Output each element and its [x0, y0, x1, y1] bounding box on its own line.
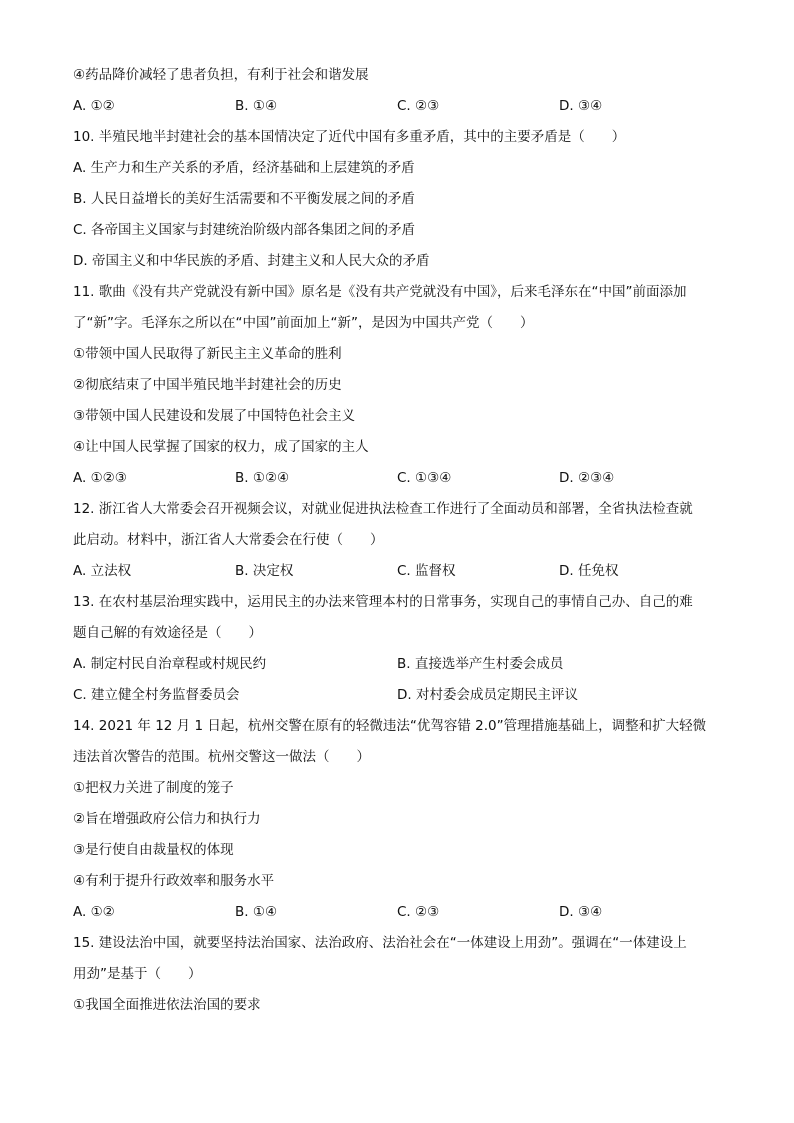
q13-stem-line-1: 13. 在农村基层治理实践中，运用民主的办法来管理本村的日常事务，实现自己的事情自己办、自己的难: [73, 594, 693, 610]
q13-option-b[interactable]: B. 直接选举产生村委会成员: [397, 656, 564, 672]
exam-page: [73, 60, 733, 1021]
q10-option-a[interactable]: A. 生产力和生产关系的矛盾，经济基础和上层建筑的矛盾: [73, 160, 415, 176]
q11-option-a[interactable]: A. ①②③: [73, 470, 127, 486]
q10-stem: 10. 半殖民地半封建社会的基本国情决定了近代中国有多重矛盾，其中的主要矛盾是（ ）: [73, 129, 626, 145]
q11-item-4: ④让中国人民掌握了国家的权力，成了国家的主人: [73, 439, 369, 455]
q9-item-4: ④药品降价减轻了患者负担，有利于社会和谐发展: [73, 67, 369, 83]
q12-options: [73, 556, 733, 587]
q12-option-b[interactable]: B. 决定权: [235, 563, 294, 579]
q10-option-c[interactable]: C. 各帝国主义国家与封建统治阶级内部各集团之间的矛盾: [73, 222, 416, 238]
q15-stem-line-1: 15. 建设法治中国，就要坚持法治国家、法治政府、法治社会在“一体建设上用劲”。强调在“一体建设上: [73, 935, 687, 951]
q12-option-a[interactable]: A. 立法权: [73, 563, 132, 579]
q13-option-d[interactable]: D. 对村委会成员定期民主评议: [397, 687, 578, 703]
q11-stem-line-2: 了“新”字。毛泽东之所以在“中国”前面加上“新”，是因为中国共产党（ ）: [73, 315, 534, 331]
q11-item-2: ②彻底结束了中国半殖民地半封建社会的历史: [73, 377, 342, 393]
q9-option-a[interactable]: A. ①②: [73, 98, 115, 114]
q14-option-d[interactable]: D. ③④: [559, 904, 603, 920]
q14-item-1: ①把权力关进了制度的笼子: [73, 780, 234, 796]
q11-options: [73, 463, 733, 494]
q10-option-b[interactable]: B. 人民日益增长的美好生活需要和不平衡发展之间的矛盾: [73, 191, 415, 207]
q12-option-c[interactable]: C. 监督权: [397, 563, 456, 579]
q12-stem-line-2: 此启动。材料中，浙江省人大常委会在行使（ ）: [73, 532, 384, 548]
q14-option-a[interactable]: A. ①②: [73, 904, 115, 920]
q14-stem-line-2: 违法首次警告的范围。杭州交警这一做法（ ）: [73, 749, 370, 765]
q11-stem-line-1: 11. 歌曲《没有共产党就没有新中国》原名是《没有共产党就没有中国》，后来毛泽东在“中国”前面添加: [73, 284, 687, 300]
q13-options-row-2: [73, 680, 733, 711]
q10-option-d[interactable]: D. 帝国主义和中华民族的矛盾、封建主义和人民大众的矛盾: [73, 253, 430, 269]
q9-option-d[interactable]: D. ③④: [559, 98, 603, 114]
q13-options-row-1: [73, 649, 733, 680]
q11-option-c[interactable]: C. ①③④: [397, 470, 452, 486]
q14-stem-line-1: 14. 2021 年 12 月 1 日起，杭州交警在原有的轻微违法“优驾容错 2.0”管理措施基础上，调整和扩大轻微: [73, 718, 707, 734]
q11-item-3: ③带领中国人民建设和发展了中国特色社会主义: [73, 408, 356, 424]
q14-options: [73, 897, 733, 928]
q14-item-4: ④有利于提升行政效率和服务水平: [73, 873, 275, 889]
q9-options: [73, 91, 733, 122]
q11-option-b[interactable]: B. ①②④: [235, 470, 290, 486]
q14-item-2: ②旨在增强政府公信力和执行力: [73, 811, 261, 827]
q13-stem-line-2: 题自己解的有效途径是（ ）: [73, 625, 262, 641]
q11-item-1: ①带领中国人民取得了新民主主义革命的胜利: [73, 346, 342, 362]
q15-item-1: ①我国全面推进依法治国的要求: [73, 997, 261, 1013]
q15-stem-line-2: 用劲”是基于（ ）: [73, 966, 202, 982]
q9-option-b[interactable]: B. ①④: [235, 98, 278, 114]
q12-option-d[interactable]: D. 任免权: [559, 563, 619, 579]
q13-option-c[interactable]: C. 建立健全村务监督委员会: [73, 687, 240, 703]
q14-item-3: ③是行使自由裁量权的体现: [73, 842, 234, 858]
q14-option-b[interactable]: B. ①④: [235, 904, 278, 920]
q11-option-d[interactable]: D. ②③④: [559, 470, 615, 486]
q14-option-c[interactable]: C. ②③: [397, 904, 440, 920]
q9-option-c[interactable]: C. ②③: [397, 98, 440, 114]
q12-stem-line-1: 12. 浙江省人大常委会召开视频会议，对就业促进执法检查工作进行了全面动员和部署，全省执法检查就: [73, 501, 693, 517]
q13-option-a[interactable]: A. 制定村民自治章程或村规民约: [73, 656, 267, 672]
